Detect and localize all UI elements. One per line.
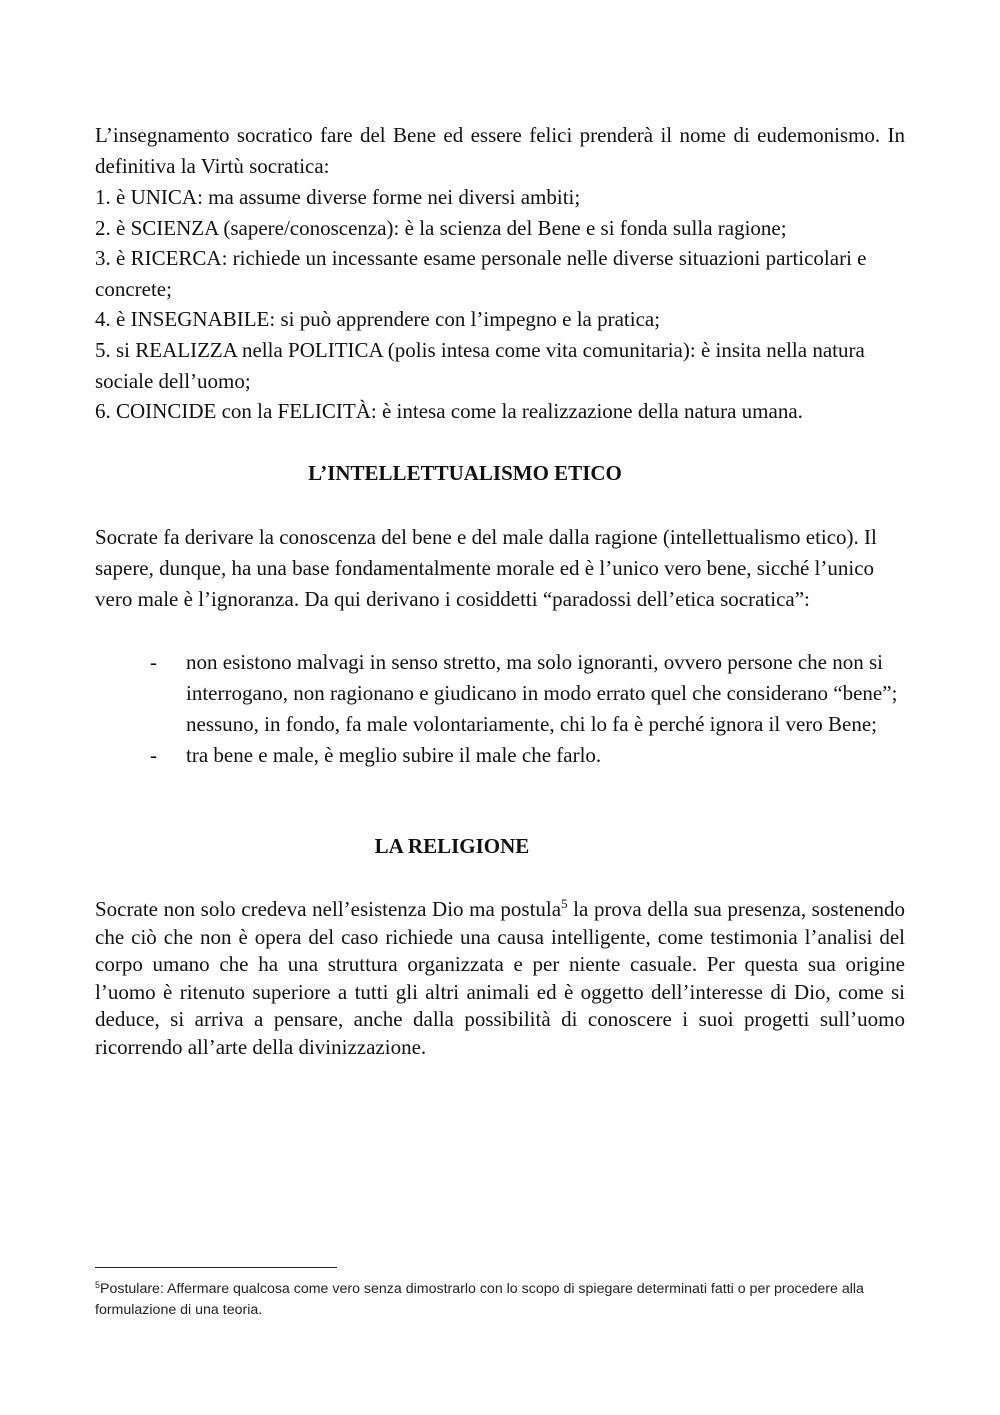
list-item xyxy=(150,647,910,740)
footnote-divider xyxy=(95,1267,337,1268)
list-item xyxy=(150,740,910,771)
list-item: 2. è SCIENZA (sapere/conoscenza): è la scienza del Bene e si fonda sulla ragione; xyxy=(95,215,787,240)
footnote-reference[interactable]: 5 xyxy=(561,896,568,911)
footnote-number: 5 xyxy=(95,1280,101,1290)
bullet-text: non esistono malvagi in senso stretto, ma solo ignoranti, ovvero persone che non si interrogano, non ragionano e giudicano in modo errato quel che considerano “bene”; nessuno, in fondo, fa male volontariamente, chi lo fa è perché ignora il vero Bene; xyxy=(186,650,898,736)
list-item: 6. COINCIDE con la FELICITÀ: è intesa come la realizzazione della natura umana. xyxy=(95,399,803,424)
heading-religione: LA RELIGIONE xyxy=(374,834,530,858)
bullet-marker: - xyxy=(150,743,157,767)
paradox-list xyxy=(150,647,910,771)
footnote xyxy=(95,1279,910,1321)
list-item: 3. è RICERCA: richiede un incessante esame personale nelle diverse situazioni particolari e concrete; xyxy=(95,246,867,301)
religione-text-rest: la prova della sua presenza, sostenendo che ciò che non è opera del caso richiede una causa intelligente, come testimonia l’analisi del corpo umano che ha una struttura organizzata e per niente casuale. Per questa sua origine l’uomo è ritenuto superiore a tutti gli altri animali ed è oggetto dell’interesse di Dio, come si deduce, si arriva a pensare, anche dalla possibilità di conoscere i suoi progetti sull’uomo ricorrendo all’arte della divinizzazione. xyxy=(95,897,905,1059)
intro-paragraph xyxy=(95,120,905,181)
bullet-marker: - xyxy=(150,650,157,674)
religione-text-start: Socrate non solo credeva nell’esistenza Dio ma postula xyxy=(95,897,562,921)
footnote-text: Postulare: Affermare qualcosa come vero senza dimostrarlo con lo scopo di spiegare determinati fatti o per procedere alla formulazione di una teoria. xyxy=(95,1281,864,1318)
list-item: 1. è UNICA: ma assume diverse forme nei diversi ambiti; xyxy=(95,185,581,209)
list-item: 5. si REALIZZA nella POLITICA (polis intesa come vita comunitaria): è insita nella natura sociale dell’uomo; xyxy=(95,337,865,393)
list-item: 4. è INSEGNABILE: si può apprendere con l’impegno e la pratica; xyxy=(95,307,661,332)
religione-text xyxy=(95,896,905,1061)
heading-intellettualismo: L’INTELLETTUALISMO ETICO xyxy=(308,461,622,485)
religione-paragraph xyxy=(95,896,905,1061)
bullet-text: tra bene e male, è meglio subire il male che farlo. xyxy=(186,743,602,767)
intellettualismo-paragraph xyxy=(95,522,905,615)
intellettualismo-text: Socrate fa derivare la conoscenza del bene e del male dalla ragione (intellettualismo etico). Il sapere, dunque, ha una base fondamentalmente morale ed è l’unico vero bene, sicché l’unico vero male è l’ignoranza. Da qui derivano i cosiddetti “paradossi dell’etica socratica”: xyxy=(95,525,877,611)
intro-text: L’insegnamento socratico fare del Bene ed essere felici prenderà il nome di eudemonismo. In definitiva la Virtù socratica: xyxy=(95,123,905,178)
virtue-list xyxy=(95,182,905,427)
